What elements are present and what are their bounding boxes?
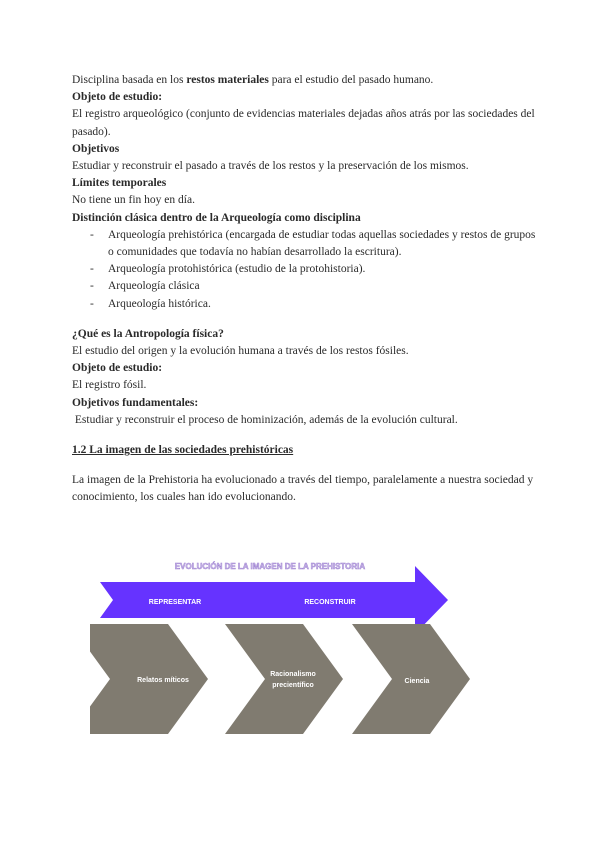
banner-right-label: RECONSTRUIR	[304, 599, 356, 606]
arq-list	[72, 227, 542, 313]
intro-bold: restos materiales	[186, 74, 269, 86]
arq-objeto-heading: Objeto de estudio:	[72, 91, 163, 104]
step-label-relatos: Relatos míticos	[137, 677, 189, 684]
arq-objetivos-text: Estudiar y reconstruir el pasado a través de los restos y la preservación de los mismos.	[72, 160, 469, 173]
arq-objeto-text: El registro arqueológico (conjunto de evidencias materiales dejadas años atrás por las sociedades del pasado).	[72, 108, 535, 138]
step-arrow	[225, 624, 343, 734]
diagram-svg	[90, 552, 510, 742]
antro-definition: El estudio del origen y la evolución humana a través de los restos fósiles.	[72, 345, 409, 358]
arq-limites-heading: Límites temporales	[72, 177, 167, 190]
list-item: - Arqueología histórica.	[72, 296, 542, 313]
antro-objetivos-heading: Objetivos fundamentales:	[72, 396, 199, 409]
antro-objetivos-text: Estudiar y reconstruir el proceso de hominización, además de la evolución cultural.	[72, 413, 458, 426]
banner-left-label: REPRESENTAR	[148, 599, 202, 606]
antro-objeto-text: El registro fósil.	[72, 379, 147, 392]
antro-question: ¿Qué es la Antropología física?	[72, 327, 224, 340]
arq-distincion-heading: Distinción clásica dentro de la Arqueología como disciplina	[72, 211, 361, 224]
document-body	[72, 72, 542, 507]
evolution-diagram	[90, 552, 510, 742]
step-label-racionalismo: Racionalismo	[270, 671, 316, 678]
step-label-ciencia: Ciencia	[404, 678, 430, 685]
arq-objetivos-heading: Objetivos	[72, 142, 120, 155]
section-title: 1.2 La imagen de las sociedades prehistóricas	[72, 444, 294, 457]
antro-objeto-heading: Objeto de estudio:	[72, 362, 163, 375]
diagram-title: EVOLUCIÓN DE LA IMAGEN DE LA PREHISTORIA	[174, 562, 366, 571]
list-item: - Arqueología protohistórica (estudio de la protohistoria).	[72, 261, 542, 278]
step-label-precientifico: precientífico	[272, 682, 314, 689]
list-item: - Arqueología prehistórica (encargada de estudiar todas aquellas sociedades y restos de grupos o comunidades que todavía no habían desarrollado la escritura).	[72, 227, 542, 261]
arq-limites-text: No tiene un fin hoy en día.	[72, 194, 195, 207]
intro-line: Disciplina basada en los restos materiales para el estudio del pasado humano.	[72, 74, 434, 86]
section-paragraph: La imagen de la Prehistoria ha evolucionado a través del tiempo, paralelamente a nuestra sociedad y conocimiento, los cuales han ido evolucionando.	[72, 474, 534, 504]
list-item: - Arqueología clásica	[72, 278, 542, 295]
